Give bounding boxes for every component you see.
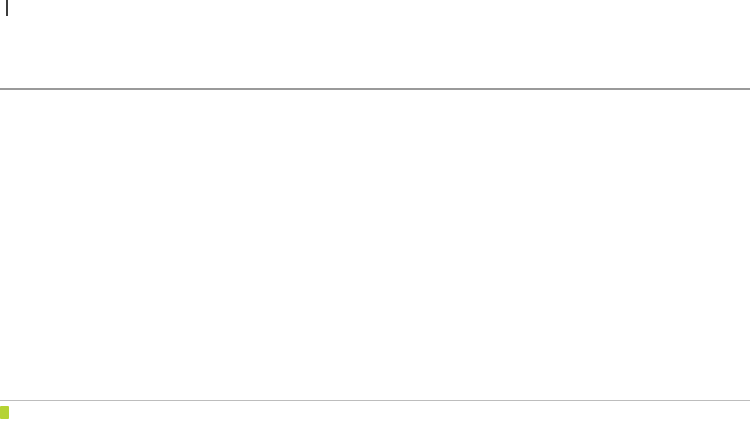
column-header-wednesday	[388, 58, 508, 84]
column-header-tuesday	[268, 58, 388, 84]
title-separator	[6, 0, 8, 16]
legend	[0, 406, 16, 419]
column-header-monday	[148, 58, 268, 84]
legend-swatch-icon	[0, 406, 9, 419]
bottom-divider	[0, 400, 750, 401]
column-header-time	[88, 58, 148, 84]
column-header-friday	[628, 58, 750, 84]
header-divider	[0, 88, 750, 90]
column-header-class	[0, 58, 88, 84]
table-header-row	[0, 58, 750, 84]
column-header-thursday	[508, 58, 628, 84]
page-title	[0, 0, 15, 21]
